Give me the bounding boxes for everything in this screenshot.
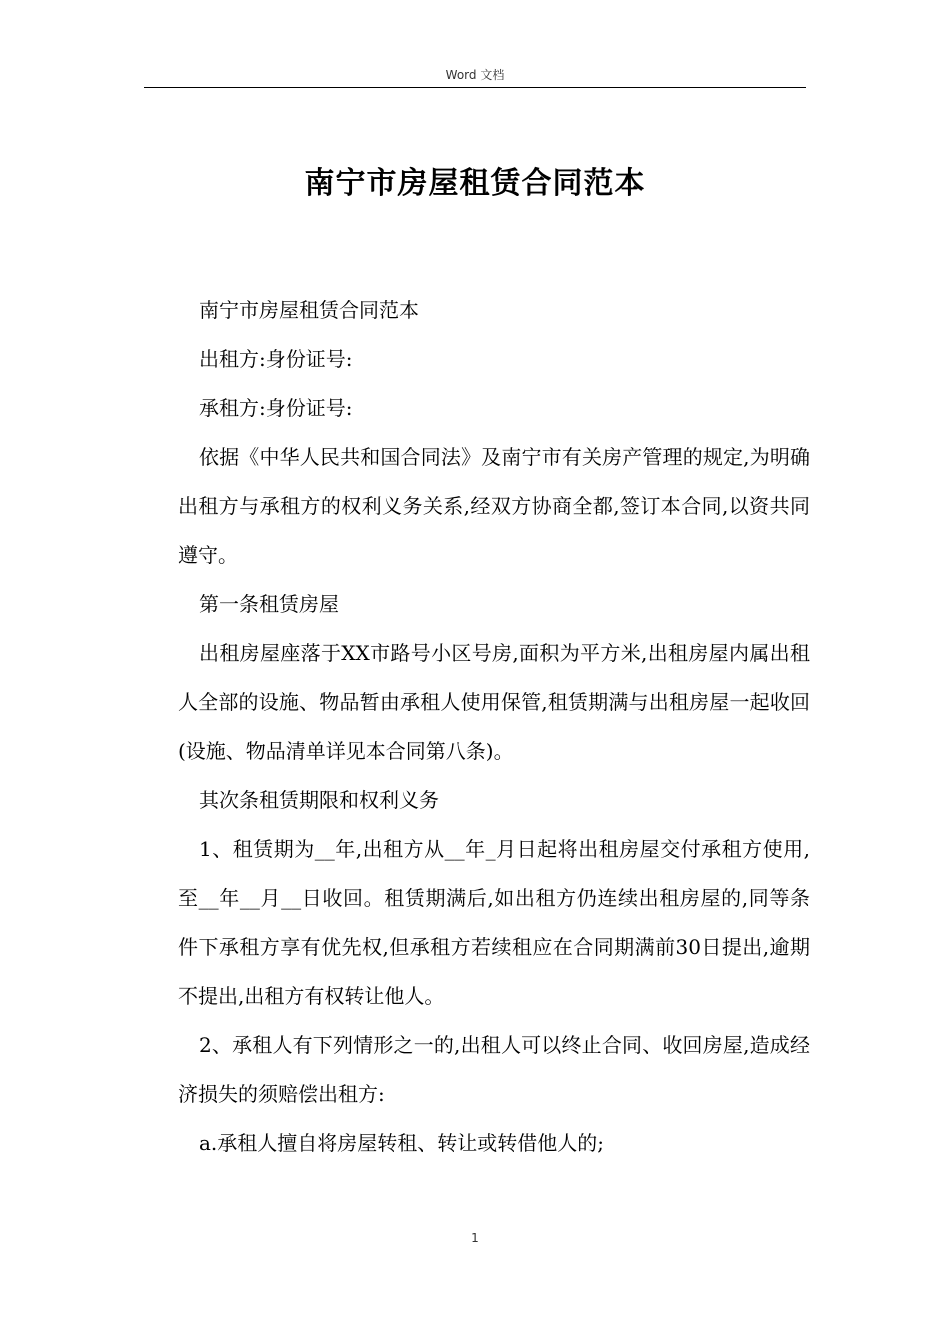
page-header-label: Word 文档 xyxy=(445,68,505,82)
header-divider xyxy=(144,87,806,88)
document-body xyxy=(178,286,810,1168)
document-title: 南宁市房屋租赁合同范本 xyxy=(304,166,646,201)
page-number: 1 xyxy=(471,1231,479,1245)
paragraph-clause-1: 1、租赁期为__年,出租方从__年_月日起将出租房屋交付承租方使用,至__年__月__日收回。租赁期满后,如出租方仍连续出租房屋的,同等条件下承租方享有优先权,但承租方若续租应在合同期满前30日提出,逾期不提出,出租方有权转让他人。 xyxy=(178,837,810,1008)
paragraph-preamble: 依据《中华人民共和国合同法》及南宁市有关房产管理的规定,为明确出租方与承租方的权利义务关系,经双方协商全都,签订本合同,以资共同遵守。 xyxy=(178,445,810,567)
paragraph-lessee: 承租方:身份证号: xyxy=(199,396,353,420)
paragraph-subtitle: 南宁市房屋租赁合同范本 xyxy=(199,298,419,322)
paragraph-article-1-heading: 第一条租赁房屋 xyxy=(199,592,339,616)
paragraph-clause-2a: a.承租人擅自将房屋转租、转让或转借他人的; xyxy=(199,1131,605,1155)
paragraph-article-1-body: 出租房屋座落于XX市路号小区号房,面积为平方米,出租房屋内属出租人全部的设施、物品暂由承租人使用保管,租赁期满与出租房屋一起收回(设施、物品清单详见本合同第八条)。 xyxy=(178,641,810,763)
paragraph-article-2-heading: 其次条租赁期限和权利义务 xyxy=(199,788,439,812)
paragraph-clause-2: 2、承租人有下列情形之一的,出租人可以终止合同、收回房屋,造成经济损失的须赔偿出租方: xyxy=(178,1033,810,1106)
paragraph-lessor: 出租方:身份证号: xyxy=(199,347,353,371)
